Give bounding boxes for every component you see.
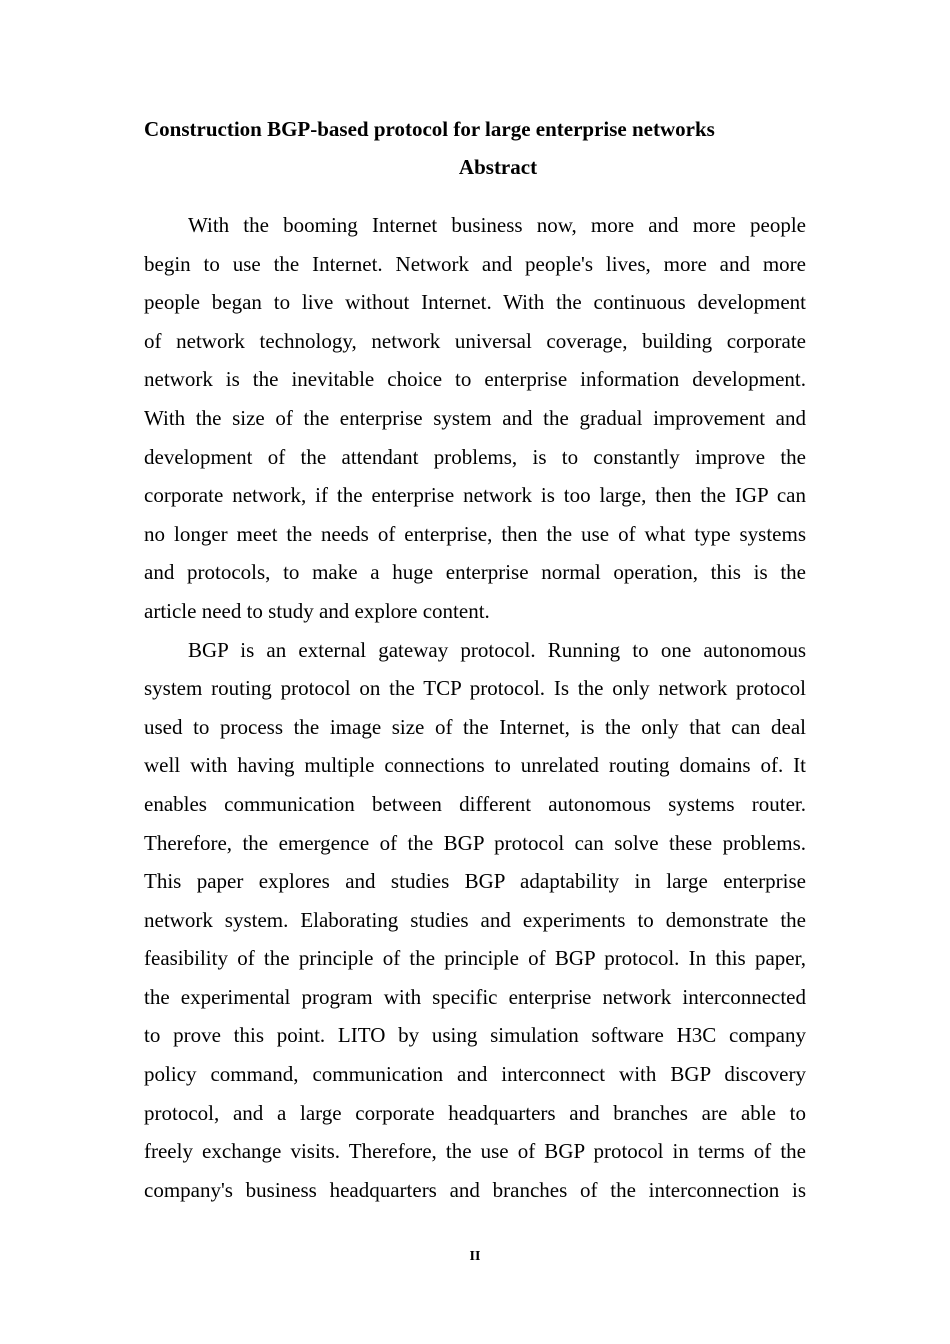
text-line: network is the inevitable choice to enterprise information development. <box>144 367 806 392</box>
text-line: enables communication between different autonomous systems router. <box>144 791 806 816</box>
text-line: network system. Elaborating studies and experiments to demonstrate the <box>144 907 806 932</box>
text-line: begin to use the Internet. Network and people's lives, more and more <box>144 251 806 276</box>
text-line: article need to study and explore content. <box>144 598 490 623</box>
text-line: policy command, communication and interconnect with BGP discovery <box>144 1062 806 1087</box>
page-number: II <box>469 1249 481 1264</box>
abstract-paragraph-2 <box>144 635 806 1214</box>
text-line: With the booming Internet business now, more and more people <box>188 213 806 237</box>
text-line: feasibility of the principle of the principle of BGP protocol. In this paper, <box>144 946 806 971</box>
abstract-heading: Abstract <box>458 155 538 179</box>
text-line: freely exchange visits. Therefore, the use of BGP protocol in terms of the <box>144 1139 806 1164</box>
text-line: of network technology, network universal coverage, building corporate <box>144 328 806 353</box>
text-line: the experimental program with specific enterprise network interconnected <box>144 984 806 1009</box>
text-line: BGP is an external gateway protocol. Running to one autonomous <box>188 637 806 662</box>
text-line: and protocols, to make a huge enterprise normal operation, this is the <box>144 560 806 585</box>
text-line: used to process the image size of the Internet, is the only that can deal <box>144 714 806 739</box>
abstract-paragraph-1 <box>144 210 806 635</box>
text-line: system routing protocol on the TCP protocol. Is the only network protocol <box>144 676 806 701</box>
text-line: This paper explores and studies BGP adaptability in large enterprise <box>144 869 806 894</box>
abstract-body <box>144 210 806 1213</box>
paper-title: Construction BGP-based protocol for large enterprise networks <box>144 117 715 141</box>
text-line: With the size of the enterprise system and the gradual improvement and <box>144 405 806 430</box>
text-line: no longer meet the needs of enterprise, then the use of what type systems <box>144 521 806 546</box>
text-line: development of the attendant problems, is to constantly improve the <box>144 444 806 469</box>
text-line: corporate network, if the enterprise network is too large, then the IGP can <box>144 483 806 508</box>
text-line: well with having multiple connections to unrelated routing domains of. It <box>144 753 806 778</box>
text-line: to prove this point. LITO by using simulation software H3C company <box>144 1023 806 1048</box>
text-line: company's business headquarters and branches of the interconnection is <box>144 1177 806 1202</box>
text-line: people began to live without Internet. With the continuous development <box>144 290 806 315</box>
text-line: protocol, and a large corporate headquarters and branches are able to <box>144 1100 806 1125</box>
text-line: Therefore, the emergence of the BGP protocol can solve these problems. <box>144 830 806 855</box>
